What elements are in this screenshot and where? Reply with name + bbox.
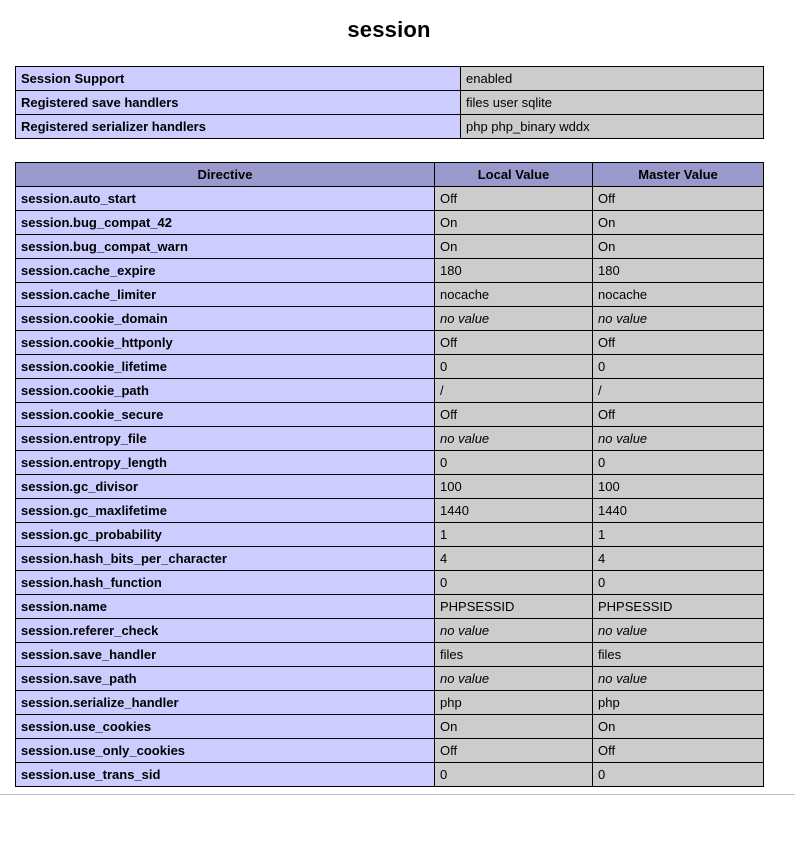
directive-row [16, 475, 764, 499]
master-value: nocache [593, 283, 764, 307]
local-value: Off [435, 403, 593, 427]
local-value: 1 [435, 523, 593, 547]
column-header-directive: Directive [16, 163, 435, 187]
directive-row [16, 211, 764, 235]
master-value: 4 [593, 547, 764, 571]
directives-header-row [16, 163, 764, 187]
directive-name: session.cookie_path [16, 379, 435, 403]
local-value [435, 619, 593, 643]
directive-name: session.gc_probability [16, 523, 435, 547]
local-value: 0 [435, 571, 593, 595]
directive-name: session.entropy_file [16, 427, 435, 451]
no-value-text: no value [598, 311, 648, 326]
directive-name: session.serialize_handler [16, 691, 435, 715]
directive-row [16, 643, 764, 667]
info-row [16, 67, 764, 91]
master-value: Off [593, 187, 764, 211]
directive-name: session.referer_check [16, 619, 435, 643]
info-row [16, 115, 764, 139]
local-value [435, 667, 593, 691]
local-value: On [435, 235, 593, 259]
directive-row [16, 691, 764, 715]
master-value: / [593, 379, 764, 403]
master-value: Off [593, 403, 764, 427]
directive-row [16, 763, 764, 787]
master-value: php [593, 691, 764, 715]
no-value-text: no value [598, 623, 648, 638]
directive-name: session.bug_compat_42 [16, 211, 435, 235]
directive-name: session.auto_start [16, 187, 435, 211]
local-value: 0 [435, 451, 593, 475]
directive-row [16, 499, 764, 523]
master-value: 0 [593, 451, 764, 475]
directive-row [16, 355, 764, 379]
local-value [435, 307, 593, 331]
directive-name: session.cookie_secure [16, 403, 435, 427]
master-value: On [593, 715, 764, 739]
master-value: 0 [593, 763, 764, 787]
directive-name: session.hash_bits_per_character [16, 547, 435, 571]
directive-row [16, 739, 764, 763]
info-value: enabled [461, 67, 764, 91]
master-value: Off [593, 739, 764, 763]
master-value [593, 667, 764, 691]
master-value: 100 [593, 475, 764, 499]
column-header-master-value: Master Value [593, 163, 764, 187]
local-value: Off [435, 739, 593, 763]
directive-row [16, 523, 764, 547]
phpinfo-session-page [15, 0, 763, 787]
no-value-text: no value [598, 671, 648, 686]
master-value: PHPSESSID [593, 595, 764, 619]
no-value-text: no value [440, 431, 490, 446]
local-value: php [435, 691, 593, 715]
no-value-text: no value [598, 431, 648, 446]
local-value: PHPSESSID [435, 595, 593, 619]
directive-row [16, 571, 764, 595]
info-value: php php_binary wddx [461, 115, 764, 139]
directive-name: session.save_path [16, 667, 435, 691]
master-value: On [593, 211, 764, 235]
directive-name: session.cache_limiter [16, 283, 435, 307]
local-value: files [435, 643, 593, 667]
directive-row [16, 283, 764, 307]
directive-name: session.bug_compat_warn [16, 235, 435, 259]
master-value: On [593, 235, 764, 259]
session-support-table-body [16, 67, 764, 139]
info-label: Session Support [16, 67, 461, 91]
directive-name: session.entropy_length [16, 451, 435, 475]
info-label: Registered save handlers [16, 91, 461, 115]
master-value: 1 [593, 523, 764, 547]
column-header-local-value: Local Value [435, 163, 593, 187]
master-value: 0 [593, 355, 764, 379]
master-value [593, 619, 764, 643]
local-value: 1440 [435, 499, 593, 523]
session-support-table [15, 66, 764, 139]
no-value-text: no value [440, 623, 490, 638]
local-value: Off [435, 187, 593, 211]
page-title: session [347, 17, 431, 42]
directive-row [16, 595, 764, 619]
local-value: 180 [435, 259, 593, 283]
local-value: 100 [435, 475, 593, 499]
directive-name: session.hash_function [16, 571, 435, 595]
directive-name: session.save_handler [16, 643, 435, 667]
local-value: 0 [435, 763, 593, 787]
master-value: 180 [593, 259, 764, 283]
directive-name: session.use_trans_sid [16, 763, 435, 787]
directive-row [16, 667, 764, 691]
info-label: Registered serializer handlers [16, 115, 461, 139]
directive-name: session.cookie_httponly [16, 331, 435, 355]
master-value [593, 307, 764, 331]
no-value-text: no value [440, 671, 490, 686]
directive-name: session.gc_divisor [16, 475, 435, 499]
directive-name: session.cookie_lifetime [16, 355, 435, 379]
directive-name: session.gc_maxlifetime [16, 499, 435, 523]
info-value: files user sqlite [461, 91, 764, 115]
master-value [593, 427, 764, 451]
info-row [16, 91, 764, 115]
directive-row [16, 715, 764, 739]
directive-name: session.name [16, 595, 435, 619]
section-divider [0, 794, 795, 795]
no-value-text: no value [440, 311, 490, 326]
directive-name: session.use_cookies [16, 715, 435, 739]
local-value: On [435, 211, 593, 235]
master-value: 0 [593, 571, 764, 595]
directive-row [16, 379, 764, 403]
directive-row [16, 259, 764, 283]
local-value: 0 [435, 355, 593, 379]
directive-row [16, 547, 764, 571]
local-value: 4 [435, 547, 593, 571]
directive-name: session.cookie_domain [16, 307, 435, 331]
directive-name: session.cache_expire [16, 259, 435, 283]
table-gap [15, 139, 763, 162]
local-value: On [435, 715, 593, 739]
directive-row [16, 331, 764, 355]
local-value [435, 427, 593, 451]
master-value: files [593, 643, 764, 667]
local-value: / [435, 379, 593, 403]
directives-table-body [16, 187, 764, 787]
directive-row [16, 619, 764, 643]
master-value: 1440 [593, 499, 764, 523]
directive-row [16, 235, 764, 259]
local-value: nocache [435, 283, 593, 307]
directive-row [16, 403, 764, 427]
master-value: Off [593, 331, 764, 355]
directive-row [16, 427, 764, 451]
directive-name: session.use_only_cookies [16, 739, 435, 763]
local-value: Off [435, 331, 593, 355]
directive-row [16, 451, 764, 475]
directive-row [16, 307, 764, 331]
directive-row [16, 187, 764, 211]
session-directives-table [15, 162, 764, 787]
